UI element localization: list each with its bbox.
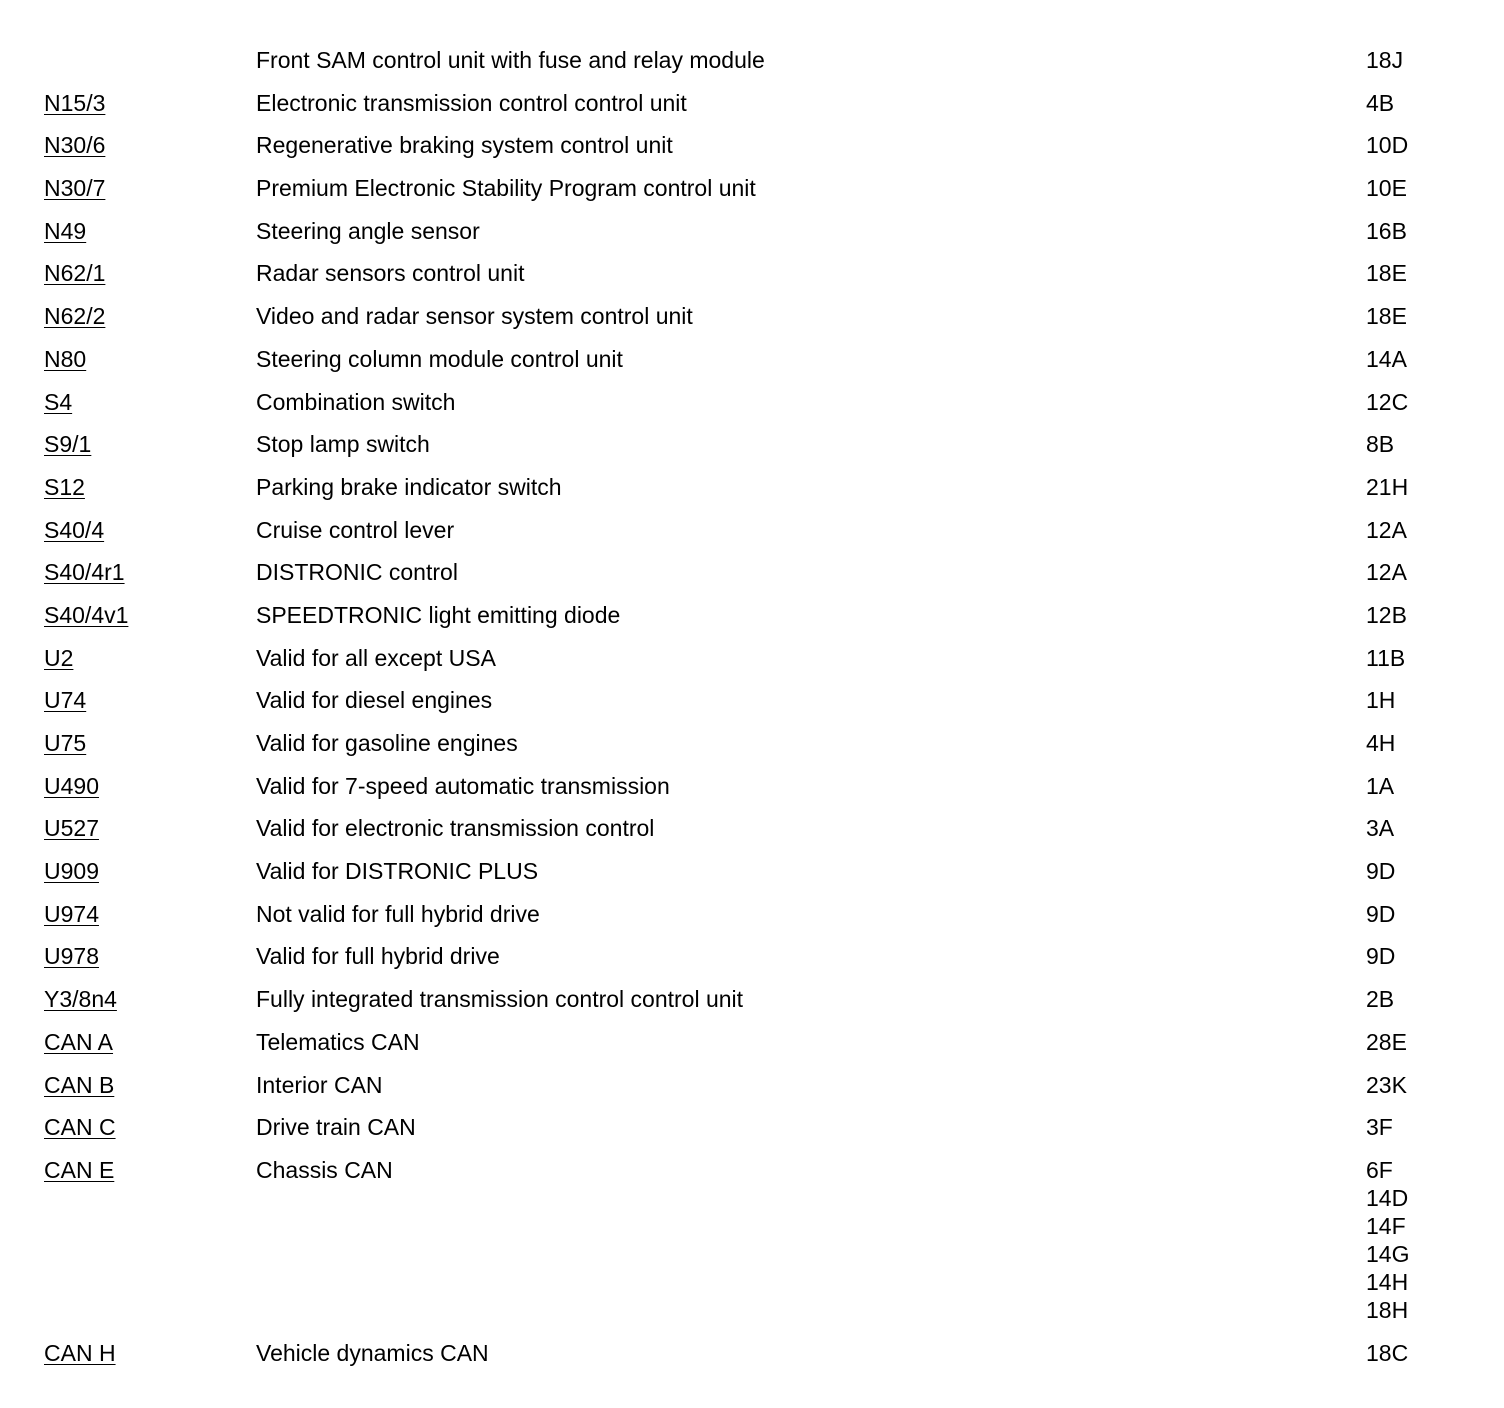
grid-reference: 28E: [1366, 1028, 1407, 1055]
component-code-cell: [44, 857, 256, 885]
component-description: Stop lamp switch: [256, 431, 430, 458]
component-code-link[interactable]: U978: [44, 943, 99, 970]
component-code-link[interactable]: N80: [44, 345, 87, 372]
component-code-cell: [44, 217, 256, 245]
grid-reference-list: [1366, 857, 1464, 885]
grid-reference: 18H: [1366, 1296, 1409, 1323]
component-code-cell: [44, 302, 256, 330]
component-code-link[interactable]: S40/4r1: [44, 559, 125, 586]
grid-reference: 14H: [1366, 1268, 1409, 1295]
legend-row: [44, 89, 1464, 117]
component-code-link[interactable]: S9/1: [44, 431, 92, 458]
component-description: Valid for diesel engines: [256, 687, 493, 714]
legend-row: [44, 814, 1464, 842]
legend-row: [44, 900, 1464, 928]
grid-reference-list: [1366, 601, 1464, 629]
grid-reference: 14F: [1366, 1212, 1406, 1239]
grid-reference: 4H: [1366, 730, 1396, 756]
grid-reference: 9D: [1366, 943, 1396, 970]
component-code-link[interactable]: N30/7: [44, 175, 106, 202]
legend-row: [44, 131, 1464, 159]
component-code-cell: [44, 1028, 256, 1056]
grid-reference: 14A: [1366, 345, 1407, 372]
legend-row: [44, 1113, 1464, 1141]
component-code-cell: [44, 814, 256, 842]
component-description: Radar sensors control unit: [256, 260, 525, 287]
component-description: Front SAM control unit with fuse and relay module: [256, 47, 765, 73]
component-code-cell: [44, 516, 256, 544]
grid-reference: 18E: [1366, 260, 1407, 287]
component-code-cell: [44, 174, 256, 202]
component-code-link[interactable]: CAN C: [44, 1114, 116, 1141]
component-description: Cruise control lever: [256, 516, 455, 543]
component-description: Valid for DISTRONIC PLUS: [256, 858, 539, 885]
grid-reference-list: [1366, 302, 1464, 330]
grid-reference: 3A: [1366, 815, 1395, 842]
component-code-link[interactable]: S40/4v1: [44, 601, 129, 628]
component-description: Parking brake indicator switch: [256, 473, 562, 500]
legend-row: [44, 345, 1464, 373]
component-description: Valid for 7-speed automatic transmission: [256, 772, 670, 799]
component-code-cell: [44, 345, 256, 373]
legend-row: [44, 729, 1464, 757]
grid-reference: 12C: [1366, 388, 1409, 415]
legend-row: [44, 259, 1464, 287]
grid-reference-list: [1366, 174, 1464, 202]
component-code-cell: [44, 729, 256, 757]
component-description: Valid for all except USA: [256, 644, 496, 671]
grid-reference: 18E: [1366, 303, 1407, 330]
grid-reference-list: [1366, 942, 1464, 970]
grid-reference: 2B: [1366, 986, 1395, 1013]
component-description: Vehicle dynamics CAN: [256, 1339, 489, 1366]
legend-row: [44, 857, 1464, 885]
component-code-link[interactable]: U2: [44, 644, 74, 671]
component-code-cell: [44, 772, 256, 800]
grid-reference: 14G: [1366, 1240, 1410, 1267]
grid-reference-list: [1366, 1071, 1464, 1099]
component-code-cell: [44, 558, 256, 586]
component-description: SPEEDTRONIC light emitting diode: [256, 601, 621, 628]
component-code-cell: [44, 1156, 256, 1184]
grid-reference: 12A: [1366, 559, 1407, 586]
component-code-link[interactable]: CAN A: [44, 1028, 114, 1055]
grid-reference: 10E: [1366, 175, 1407, 202]
component-description: Fully integrated transmission control control unit: [256, 986, 744, 1013]
grid-reference: 11B: [1366, 644, 1406, 671]
grid-reference-list: [1366, 217, 1464, 245]
grid-reference: 18J: [1366, 47, 1404, 73]
grid-reference-list: [1366, 46, 1464, 74]
legend-row: [44, 985, 1464, 1013]
component-code-cell: [44, 259, 256, 287]
grid-reference: 9D: [1366, 858, 1396, 885]
component-code-link[interactable]: N15/3: [44, 89, 106, 116]
grid-reference-list: [1366, 814, 1464, 842]
legend-row: [44, 1071, 1464, 1099]
grid-reference-list: [1366, 558, 1464, 586]
grid-reference-list: [1366, 686, 1464, 714]
grid-reference-list: [1366, 516, 1464, 544]
component-code-link[interactable]: S4: [44, 388, 73, 415]
component-code-link[interactable]: U490: [44, 772, 99, 799]
component-code-link[interactable]: N62/2: [44, 303, 106, 330]
component-code-cell: [44, 686, 256, 714]
grid-reference-list: [1366, 772, 1464, 800]
component-description: Drive train CAN: [256, 1114, 416, 1141]
grid-reference-list: [1366, 1156, 1464, 1324]
grid-reference-list: [1366, 89, 1464, 117]
component-code-link[interactable]: N49: [44, 217, 87, 244]
component-code-cell: [44, 985, 256, 1013]
legend-row: [44, 644, 1464, 672]
component-description: Valid for full hybrid drive: [256, 943, 500, 970]
grid-reference: 10D: [1366, 132, 1409, 159]
grid-reference-list: [1366, 131, 1464, 159]
grid-reference-list: [1366, 473, 1464, 501]
component-code-cell: [44, 644, 256, 672]
component-description: Steering angle sensor: [256, 217, 480, 244]
component-code-link[interactable]: N30/6: [44, 132, 106, 159]
component-code-cell: [44, 1339, 256, 1367]
component-code-link[interactable]: Y3/8n4: [44, 986, 117, 1013]
legend-row: [44, 558, 1464, 586]
grid-reference-list: [1366, 345, 1464, 373]
grid-reference: 1H: [1366, 687, 1396, 714]
grid-reference: 9D: [1366, 900, 1396, 927]
grid-reference-list: [1366, 1339, 1464, 1367]
legend-row: [44, 1156, 1464, 1324]
legend-row: [44, 473, 1464, 501]
grid-reference: 12B: [1366, 601, 1407, 628]
legend-row: [44, 217, 1464, 245]
component-code-cell: [44, 1071, 256, 1099]
grid-reference: 8B: [1366, 431, 1395, 458]
component-description: Chassis CAN: [256, 1156, 393, 1183]
component-description: Not valid for full hybrid drive: [256, 900, 540, 927]
grid-reference: 12A: [1366, 516, 1407, 543]
legend-row: [44, 1339, 1464, 1367]
component-description: Telematics CAN: [256, 1028, 420, 1055]
component-code-cell: [44, 1113, 256, 1141]
legend-row: [44, 388, 1464, 416]
component-description: Interior CAN: [256, 1071, 383, 1098]
grid-reference-list: [1366, 430, 1464, 458]
component-description: Video and radar sensor system control unit: [256, 303, 693, 330]
grid-reference: 14D: [1366, 1184, 1409, 1211]
legend-row: [44, 302, 1464, 330]
grid-reference: 18C: [1366, 1339, 1409, 1366]
component-description: Regenerative braking system control unit: [256, 132, 673, 159]
grid-reference-list: [1366, 259, 1464, 287]
component-description: Electronic transmission control control unit: [256, 89, 687, 116]
grid-reference-list: [1366, 1113, 1464, 1141]
legend-row: [44, 686, 1464, 714]
component-code-cell: [44, 900, 256, 928]
component-code-cell: [44, 131, 256, 159]
grid-reference: 4B: [1366, 89, 1395, 116]
grid-reference-list: [1366, 388, 1464, 416]
legend-row: [44, 772, 1464, 800]
legend-row: [44, 516, 1464, 544]
component-code-link[interactable]: U909: [44, 858, 99, 885]
grid-reference: 1A: [1366, 772, 1395, 799]
grid-reference-list: [1366, 900, 1464, 928]
component-code-link[interactable]: U527: [44, 815, 99, 842]
component-code-cell: [44, 388, 256, 416]
grid-reference: 16B: [1366, 217, 1407, 244]
component-description: Valid for electronic transmission control: [256, 815, 655, 842]
component-legend-table: [44, 46, 1464, 1381]
component-code-cell: [44, 89, 256, 117]
component-code-link[interactable]: U974: [44, 900, 99, 927]
component-code-cell: [44, 473, 256, 501]
component-description: Steering column module control unit: [256, 345, 623, 372]
legend-row: [44, 174, 1464, 202]
grid-reference-list: [1366, 1028, 1464, 1056]
component-code-link[interactable]: N62/1: [44, 260, 106, 287]
grid-reference-list: [1366, 729, 1464, 757]
component-code-cell: [44, 942, 256, 970]
component-code-link[interactable]: CAN E: [44, 1156, 115, 1183]
component-code-cell: [44, 601, 256, 629]
legend-row: [44, 1028, 1464, 1056]
grid-reference-list: [1366, 985, 1464, 1013]
grid-reference: 23K: [1366, 1071, 1407, 1098]
component-code-link[interactable]: U74: [44, 687, 87, 714]
legend-row: [44, 942, 1464, 970]
grid-reference: 21H: [1366, 473, 1409, 500]
component-code-cell: [44, 430, 256, 458]
component-code-link[interactable]: U75: [44, 730, 87, 756]
grid-reference: 6F: [1366, 1156, 1393, 1183]
grid-reference: 3F: [1366, 1114, 1393, 1141]
component-code-link[interactable]: S12: [44, 473, 85, 500]
component-description: Premium Electronic Stability Program control unit: [256, 175, 756, 202]
legend-row: [44, 46, 1464, 74]
component-code-link[interactable]: CAN H: [44, 1339, 116, 1366]
component-description: Combination switch: [256, 388, 456, 415]
component-description: Valid for gasoline engines: [256, 730, 518, 756]
component-description: DISTRONIC control: [256, 559, 458, 586]
grid-reference-list: [1366, 644, 1464, 672]
legend-row: [44, 601, 1464, 629]
component-code-link[interactable]: CAN B: [44, 1071, 115, 1098]
legend-row: [44, 430, 1464, 458]
component-code-link[interactable]: S40/4: [44, 516, 105, 543]
